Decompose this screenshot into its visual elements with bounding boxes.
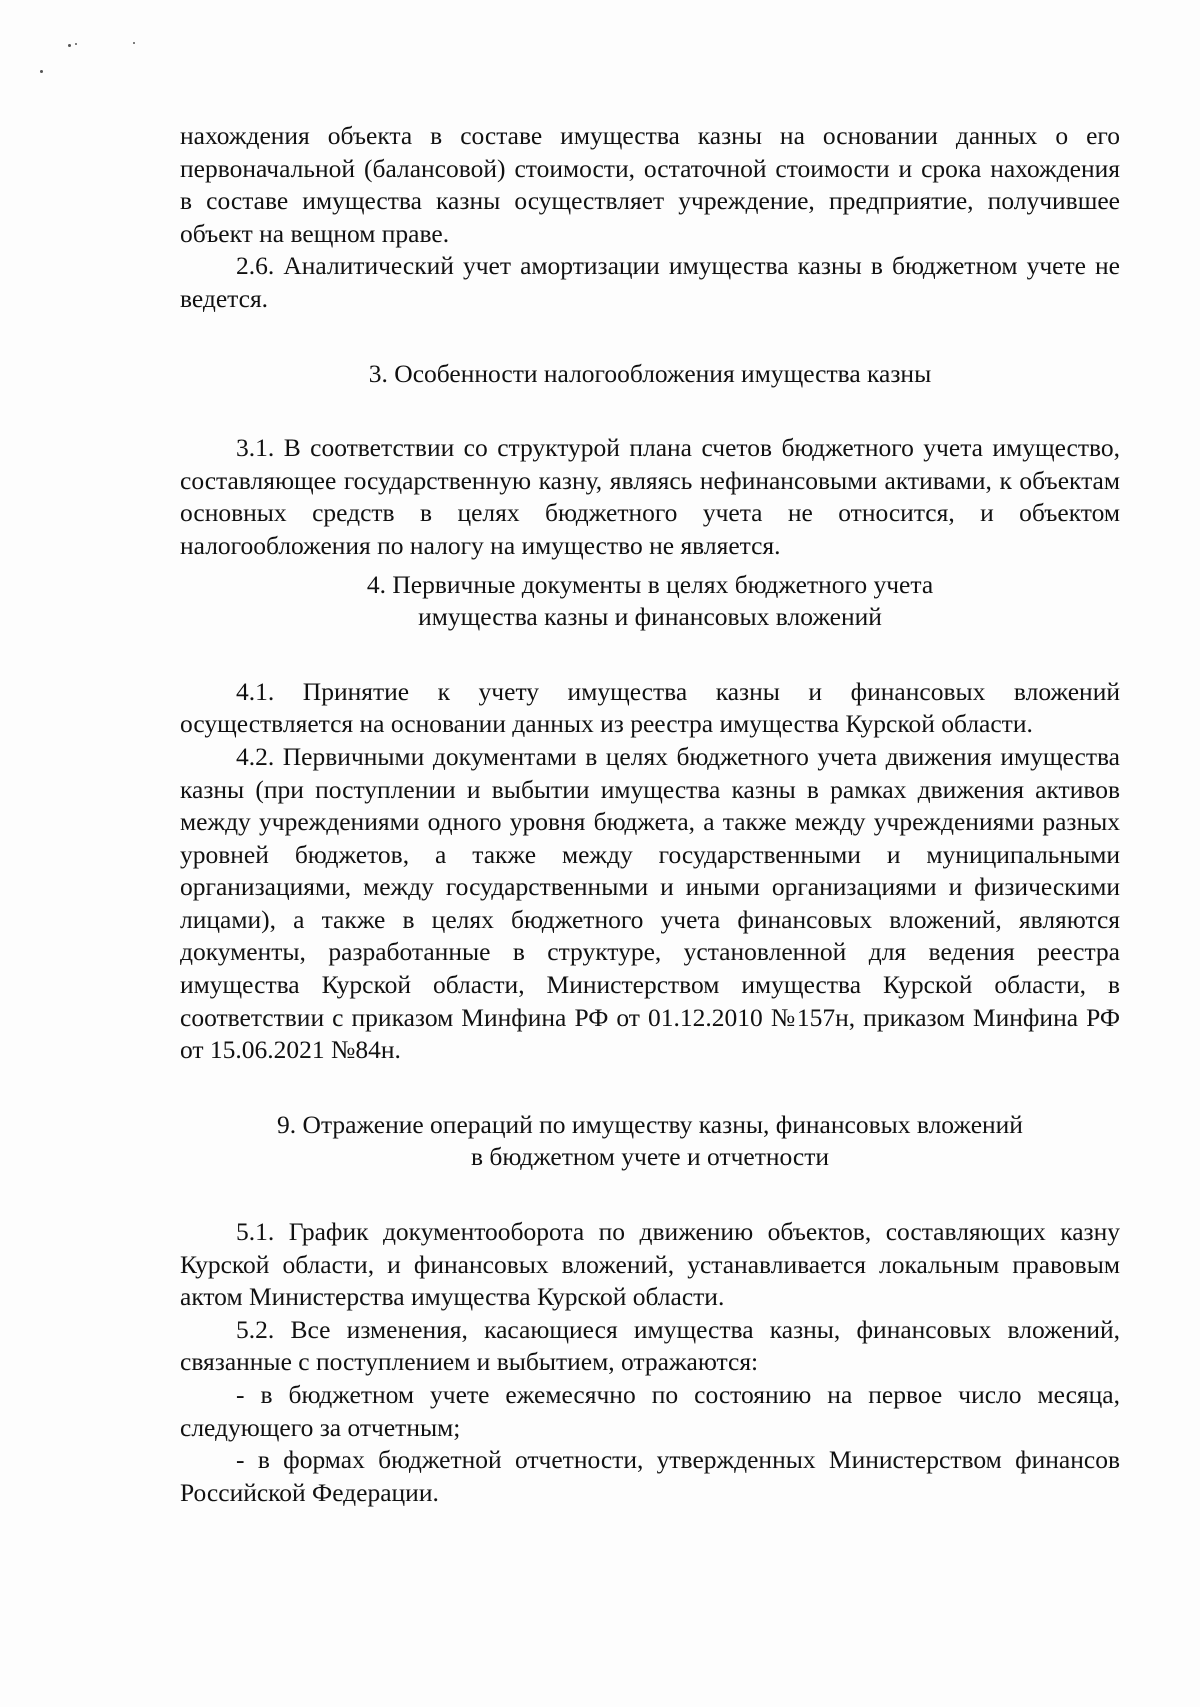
section-5-heading: [180, 1109, 1120, 1174]
paragraph-5-2: 5.2. Все изменения, касающиеся имущества казны, финансовых вложений, связанные с поступлением и выбытием, отражаются:: [180, 1314, 1120, 1377]
section-3-heading: [180, 358, 1120, 391]
document-body: [180, 120, 1120, 1509]
section-4-title-line-1: 4. Первичные документы в целях бюджетного учета: [366, 569, 934, 599]
paragraph-4-2: 4.2. Первичными документами в целях бюджетного учета движения имущества казны (при поступлении и выбытии имущества казны в рамках движения активов между учреждениями одного уровня бюджета, а также между учреждениями разных уровней бюджетов, а также между государственными и муниципальными организациями, между государственными и иными организациями и физическими лицами), а также в целях бюджетного учета финансовых вложений, являются документы, разработанные в структуре, установленной для ведения реестра имущества Курской области, Министерством имущества Курской области, в соответствии с приказом Минфина РФ от 01.12.2010 №157н, приказом Минфина РФ от 15.06.2021 №84н.: [180, 741, 1120, 1065]
scan-artifact: [40, 70, 43, 73]
list-item-budget-reporting: - в формах бюджетной отчетности, утвержденных Министерством финансов Российской Федерации.: [180, 1445, 1120, 1507]
scan-artifact: [68, 44, 71, 47]
section-5-title-line-1: 9. Отражение операций по имуществу казны, финансовых вложений: [277, 1109, 1023, 1139]
scan-artifact: [133, 42, 135, 44]
section-4-title-line-2: имущества казны и финансовых вложений: [418, 602, 882, 632]
paragraph-2-6: 2.6. Аналитический учет амортизации имущества казны в бюджетном учете не ведется.: [180, 251, 1120, 313]
section-5-title-line-2: в бюджетном учете и отчетности: [470, 1142, 830, 1172]
scan-artifact: [75, 43, 77, 45]
paragraph-continuation: нахождения объекта в составе имущества казны на основании данных о его первоначальной (балансовой) стоимости, остаточной стоимости и срока нахождения в составе имущества казны осуществляет учреждение, предприятие, получившее объект на вещном праве.: [180, 121, 1120, 248]
paragraph-3-1: 3.1. В соответствии со структурой плана счетов бюджетного учета имущество, составляющее государственную казну, являясь нефинансовыми активами, к объектам основных средств в целях бюджетного учета не относится, и объектом налогообложения по налогу на имущество не является.: [180, 433, 1120, 560]
section-4-heading: [180, 569, 1120, 634]
paragraph-4-1: 4.1. Принятие к учету имущества казны и финансовых вложений осуществляется на основании данных из реестра имущества Курской области.: [180, 676, 1120, 739]
list-item-budget-accounting: - в бюджетном учете ежемесячно по состоянию на первое число месяца, следующего за отчетным;: [180, 1380, 1120, 1442]
paragraph-5-1: 5.1. График документооборота по движению объектов, составляющих казну Курской области, и финансовых вложений, устанавливается локальным правовым актом Министерства имущества Курской области.: [180, 1217, 1120, 1312]
section-3-title: 3. Особенности налогообложения имущества казны: [368, 358, 932, 388]
